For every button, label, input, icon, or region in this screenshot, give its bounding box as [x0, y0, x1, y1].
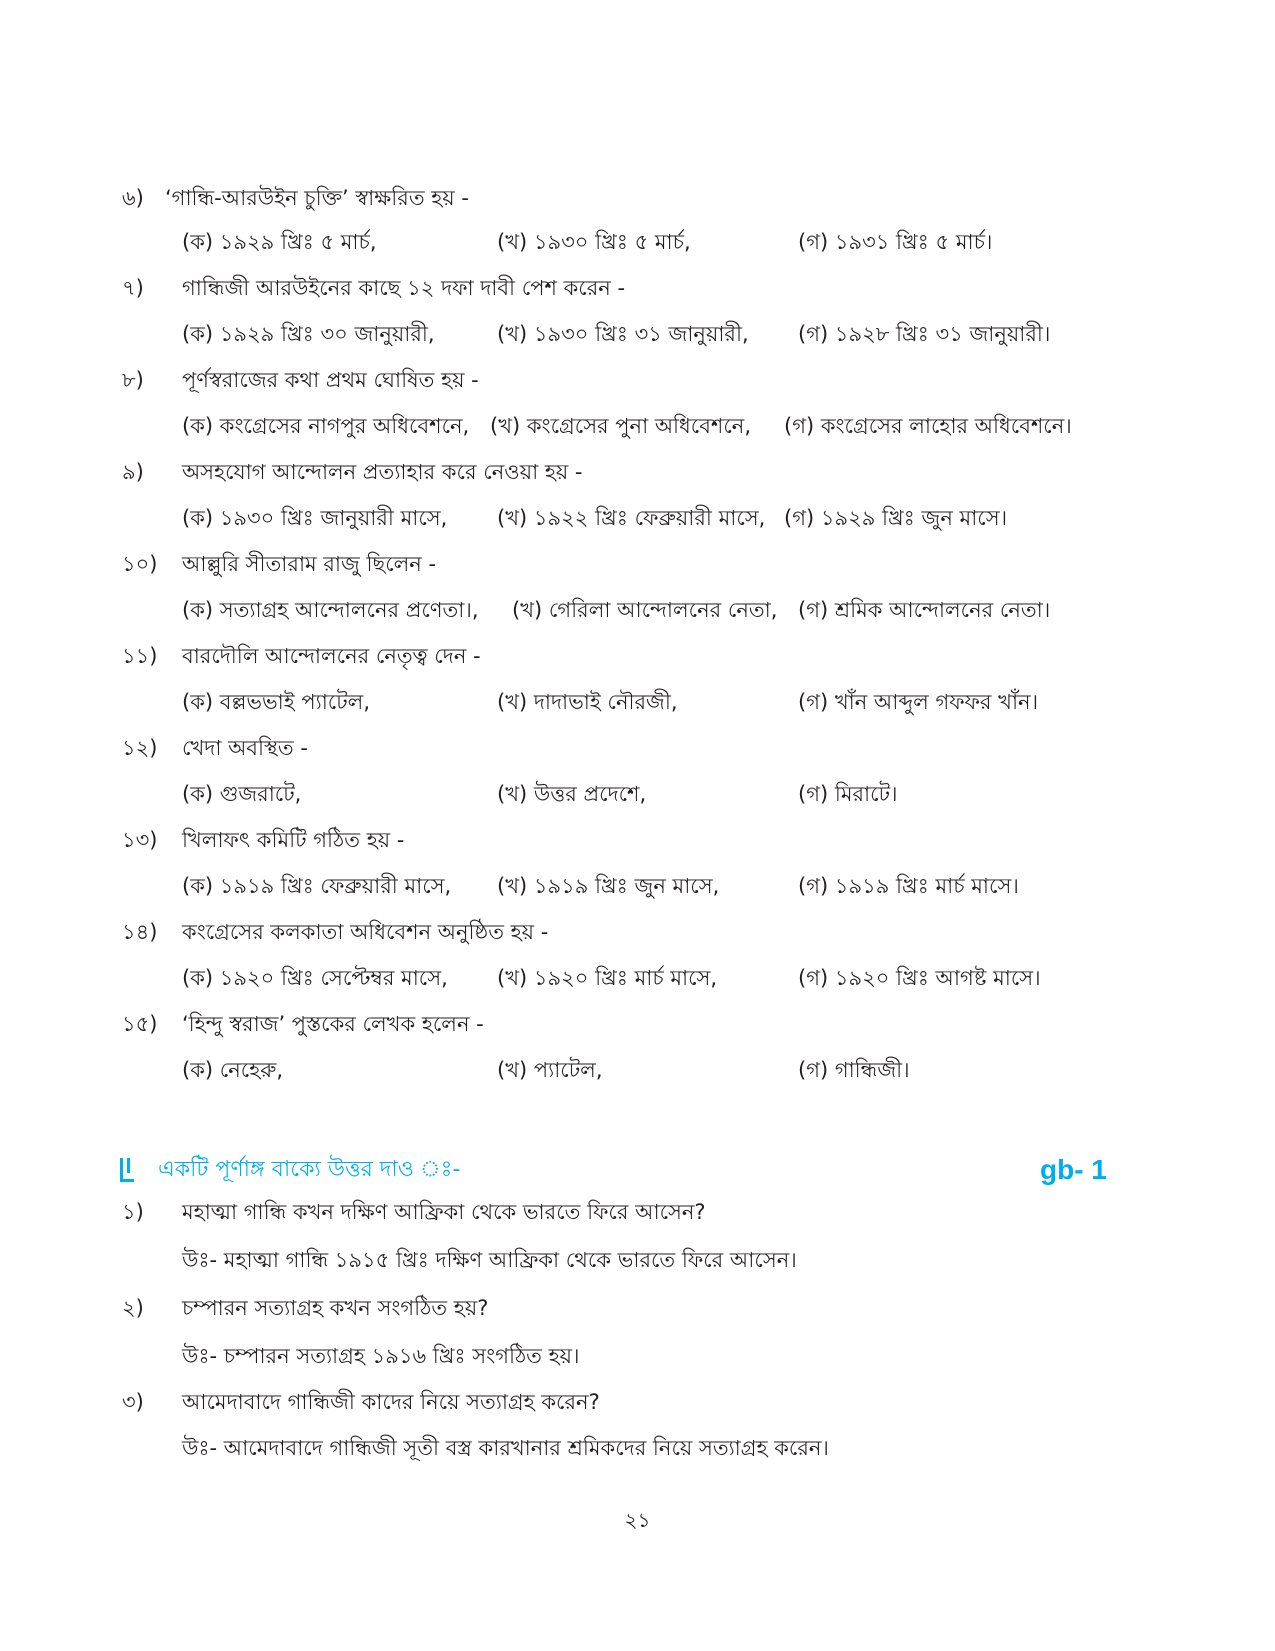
option-kha: (খ) দাদাভাই নৌরজী,	[497, 690, 678, 714]
mcq-question-line	[0, 728, 1275, 768]
mcq-options-line	[0, 406, 1275, 446]
question-number: ১১)	[122, 644, 158, 668]
answer-text: উঃ- চম্পারন সত্যাগ্রহ ১৯১৬ খ্রিঃ সংগঠিত হয়।	[182, 1344, 580, 1368]
option-ka: (ক) গুজরাটে,	[182, 782, 302, 806]
question-text: কংগ্রেসের কলকাতা অধিবেশন অনুষ্ঠিত হয় -	[182, 920, 549, 944]
option-ga: (গ) ১৯২৯ খ্রিঃ জুন মাসে।	[784, 506, 1008, 530]
mcq-options-line	[0, 682, 1275, 722]
section-marker-icon	[120, 1158, 134, 1182]
mcq-options-line	[0, 774, 1275, 814]
section-heading	[120, 1148, 1120, 1192]
question-text: চম্পারন সত্যাগ্রহ কখন সংগঠিত হয়?	[182, 1296, 489, 1320]
mcq-question-line	[0, 1004, 1275, 1044]
option-ka: (ক) ১৯২৯ খ্রিঃ ৫ মার্চ,	[182, 230, 377, 254]
question-text: পূর্ণস্বরাজের কথা প্রথম ঘোষিত হয় -	[182, 368, 479, 392]
mcq-question-line	[0, 268, 1275, 308]
mcq-options-line	[0, 866, 1275, 906]
question-number: ১)	[122, 1200, 144, 1224]
answer-line	[0, 1428, 1275, 1468]
question-number: ১৪)	[122, 920, 158, 944]
short-question-line	[0, 1192, 1275, 1232]
option-kha: (খ) গেরিলা আন্দোলনের নেতা,	[512, 598, 778, 622]
question-number: ১২)	[122, 736, 158, 760]
question-text: ‘গান্ধি-আরউইন চুক্তি’ স্বাক্ষরিত হয় -	[165, 186, 469, 210]
option-ka: (ক) ১৯২৯ খ্রিঃ ৩০ জানুয়ারী,	[182, 322, 435, 346]
question-text: বারদৌলি আন্দোলনের নেতৃত্ব দেন -	[182, 644, 481, 668]
option-ga: (গ) ১৯৩১ খ্রিঃ ৫ মার্চ।	[798, 230, 993, 254]
option-ga: (গ) ১৯২৮ খ্রিঃ ৩১ জানুয়ারী।	[798, 322, 1051, 346]
option-ka: (ক) সত্যাগ্রহ আন্দোলনের প্রণেতা।,	[182, 598, 479, 622]
question-text: গান্ধিজী আরউইনের কাছে ১২ দফা দাবী পেশ করেন -	[182, 276, 626, 300]
option-kha: (খ) প্যাটেল,	[497, 1058, 603, 1082]
answer-line	[0, 1240, 1275, 1280]
option-kha: (খ) ১৯২০ খ্রিঃ মার্চ মাসে,	[497, 966, 718, 990]
option-kha: (খ) ১৯১৯ খ্রিঃ জুন মাসে,	[497, 874, 720, 898]
question-text: আমেদাবাদে গান্ধিজী কাদের নিয়ে সত্যাগ্রহ করেন?	[182, 1390, 600, 1414]
mcq-question-line	[0, 820, 1275, 860]
option-kha: (খ) উত্তর প্রদেশে,	[497, 782, 647, 806]
option-ga: (গ) কংগ্রেসের লাহোর অধিবেশনে।	[784, 414, 1072, 438]
option-ga: (গ) ১৯১৯ খ্রিঃ মার্চ মাসে।	[798, 874, 1019, 898]
mcq-question-line	[0, 912, 1275, 952]
question-text: খেদা অবস্থিত -	[182, 736, 308, 760]
option-ga: (গ) ১৯২০ খ্রিঃ আগষ্ট মাসে।	[798, 966, 1041, 990]
option-ka: (ক) কংগ্রেসের নাগপুর অধিবেশনে,	[182, 414, 470, 438]
question-number: ৩)	[122, 1390, 144, 1414]
question-number: ১০)	[122, 552, 158, 576]
mcq-question-line	[0, 360, 1275, 400]
question-number: ২)	[122, 1296, 144, 1320]
question-number: ৯)	[122, 460, 144, 484]
mcq-options-line	[0, 1050, 1275, 1090]
short-question-line	[0, 1288, 1275, 1328]
option-ka: (ক) ১৯২০ খ্রিঃ সেপ্টেম্বর মাসে,	[182, 966, 448, 990]
mcq-question-line	[0, 636, 1275, 676]
question-number: ৬)	[122, 186, 144, 210]
mcq-options-line	[0, 222, 1275, 262]
option-ka: (ক) ১৯৩০ খ্রিঃ জানুয়ারী মাসে,	[182, 506, 448, 530]
question-number: ১৩)	[122, 828, 158, 852]
section-code: gb- 1	[1040, 1154, 1107, 1185]
mcq-options-line	[0, 958, 1275, 998]
option-ga: (গ) শ্রমিক আন্দোলনের নেতা।	[798, 598, 1051, 622]
question-text: ‘হিন্দু স্বরাজ’ পুস্তকের লেখক হলেন -	[182, 1012, 484, 1036]
answer-text: উঃ- আমেদাবাদে গান্ধিজী সূতী বস্ত্র কারখানার শ্রমিকদের নিয়ে সত্যাগ্রহ করেন।	[182, 1436, 829, 1460]
option-ka: (ক) বল্লভভাই প্যাটেল,	[182, 690, 370, 714]
question-text: আল্লুরি সীতারাম রাজু ছিলেন -	[182, 552, 437, 576]
mcq-options-line	[0, 314, 1275, 354]
page-number: ২১	[624, 1508, 651, 1532]
question-text: খিলাফৎ কমিটি গঠিত হয় -	[182, 828, 405, 852]
mcq-options-line	[0, 590, 1275, 630]
option-kha: (খ) কংগ্রেসের পুনা অধিবেশনে,	[490, 414, 752, 438]
option-ka: (ক) নেহেরু,	[182, 1058, 284, 1082]
mcq-question-line	[0, 178, 1275, 218]
answer-text: উঃ- মহাত্মা গান্ধি ১৯১৫ খ্রিঃ দক্ষিণ আফ্রিকা থেকে ভারতে ফিরে আসেন।	[182, 1248, 797, 1272]
mcq-question-line	[0, 544, 1275, 584]
option-kha: (খ) ১৯৩০ খ্রিঃ ৫ মার্চ,	[497, 230, 691, 254]
question-number: ৮)	[122, 368, 144, 392]
question-number: ৭)	[122, 276, 144, 300]
question-text: মহাত্মা গান্ধি কখন দক্ষিণ আফ্রিকা থেকে ভারতে ফিরে আসেন?	[182, 1200, 706, 1224]
option-kha: (খ) ১৯৩০ খ্রিঃ ৩১ জানুয়ারী,	[497, 322, 749, 346]
option-ga: (গ) খাঁন আব্দুল গফফর খাঁন।	[798, 690, 1039, 714]
mcq-options-line	[0, 498, 1275, 538]
mcq-question-line	[0, 452, 1275, 492]
section-title: একটি পূর্ণাঙ্গ বাক্যে উত্তর দাও ঃ-	[158, 1157, 461, 1182]
short-question-line	[0, 1382, 1275, 1422]
question-number: ১৫)	[122, 1012, 158, 1036]
option-ka: (ক) ১৯১৯ খ্রিঃ ফেব্রুয়ারী মাসে,	[182, 874, 452, 898]
option-kha: (খ) ১৯২২ খ্রিঃ ফেব্রুয়ারী মাসে,	[497, 506, 766, 530]
option-ga: (গ) গান্ধিজী।	[798, 1058, 910, 1082]
question-text: অসহযোগ আন্দোলন প্রত্যাহার করে নেওয়া হয় -	[182, 460, 583, 484]
option-ga: (গ) মিরাটে।	[798, 782, 898, 806]
answer-line	[0, 1336, 1275, 1376]
